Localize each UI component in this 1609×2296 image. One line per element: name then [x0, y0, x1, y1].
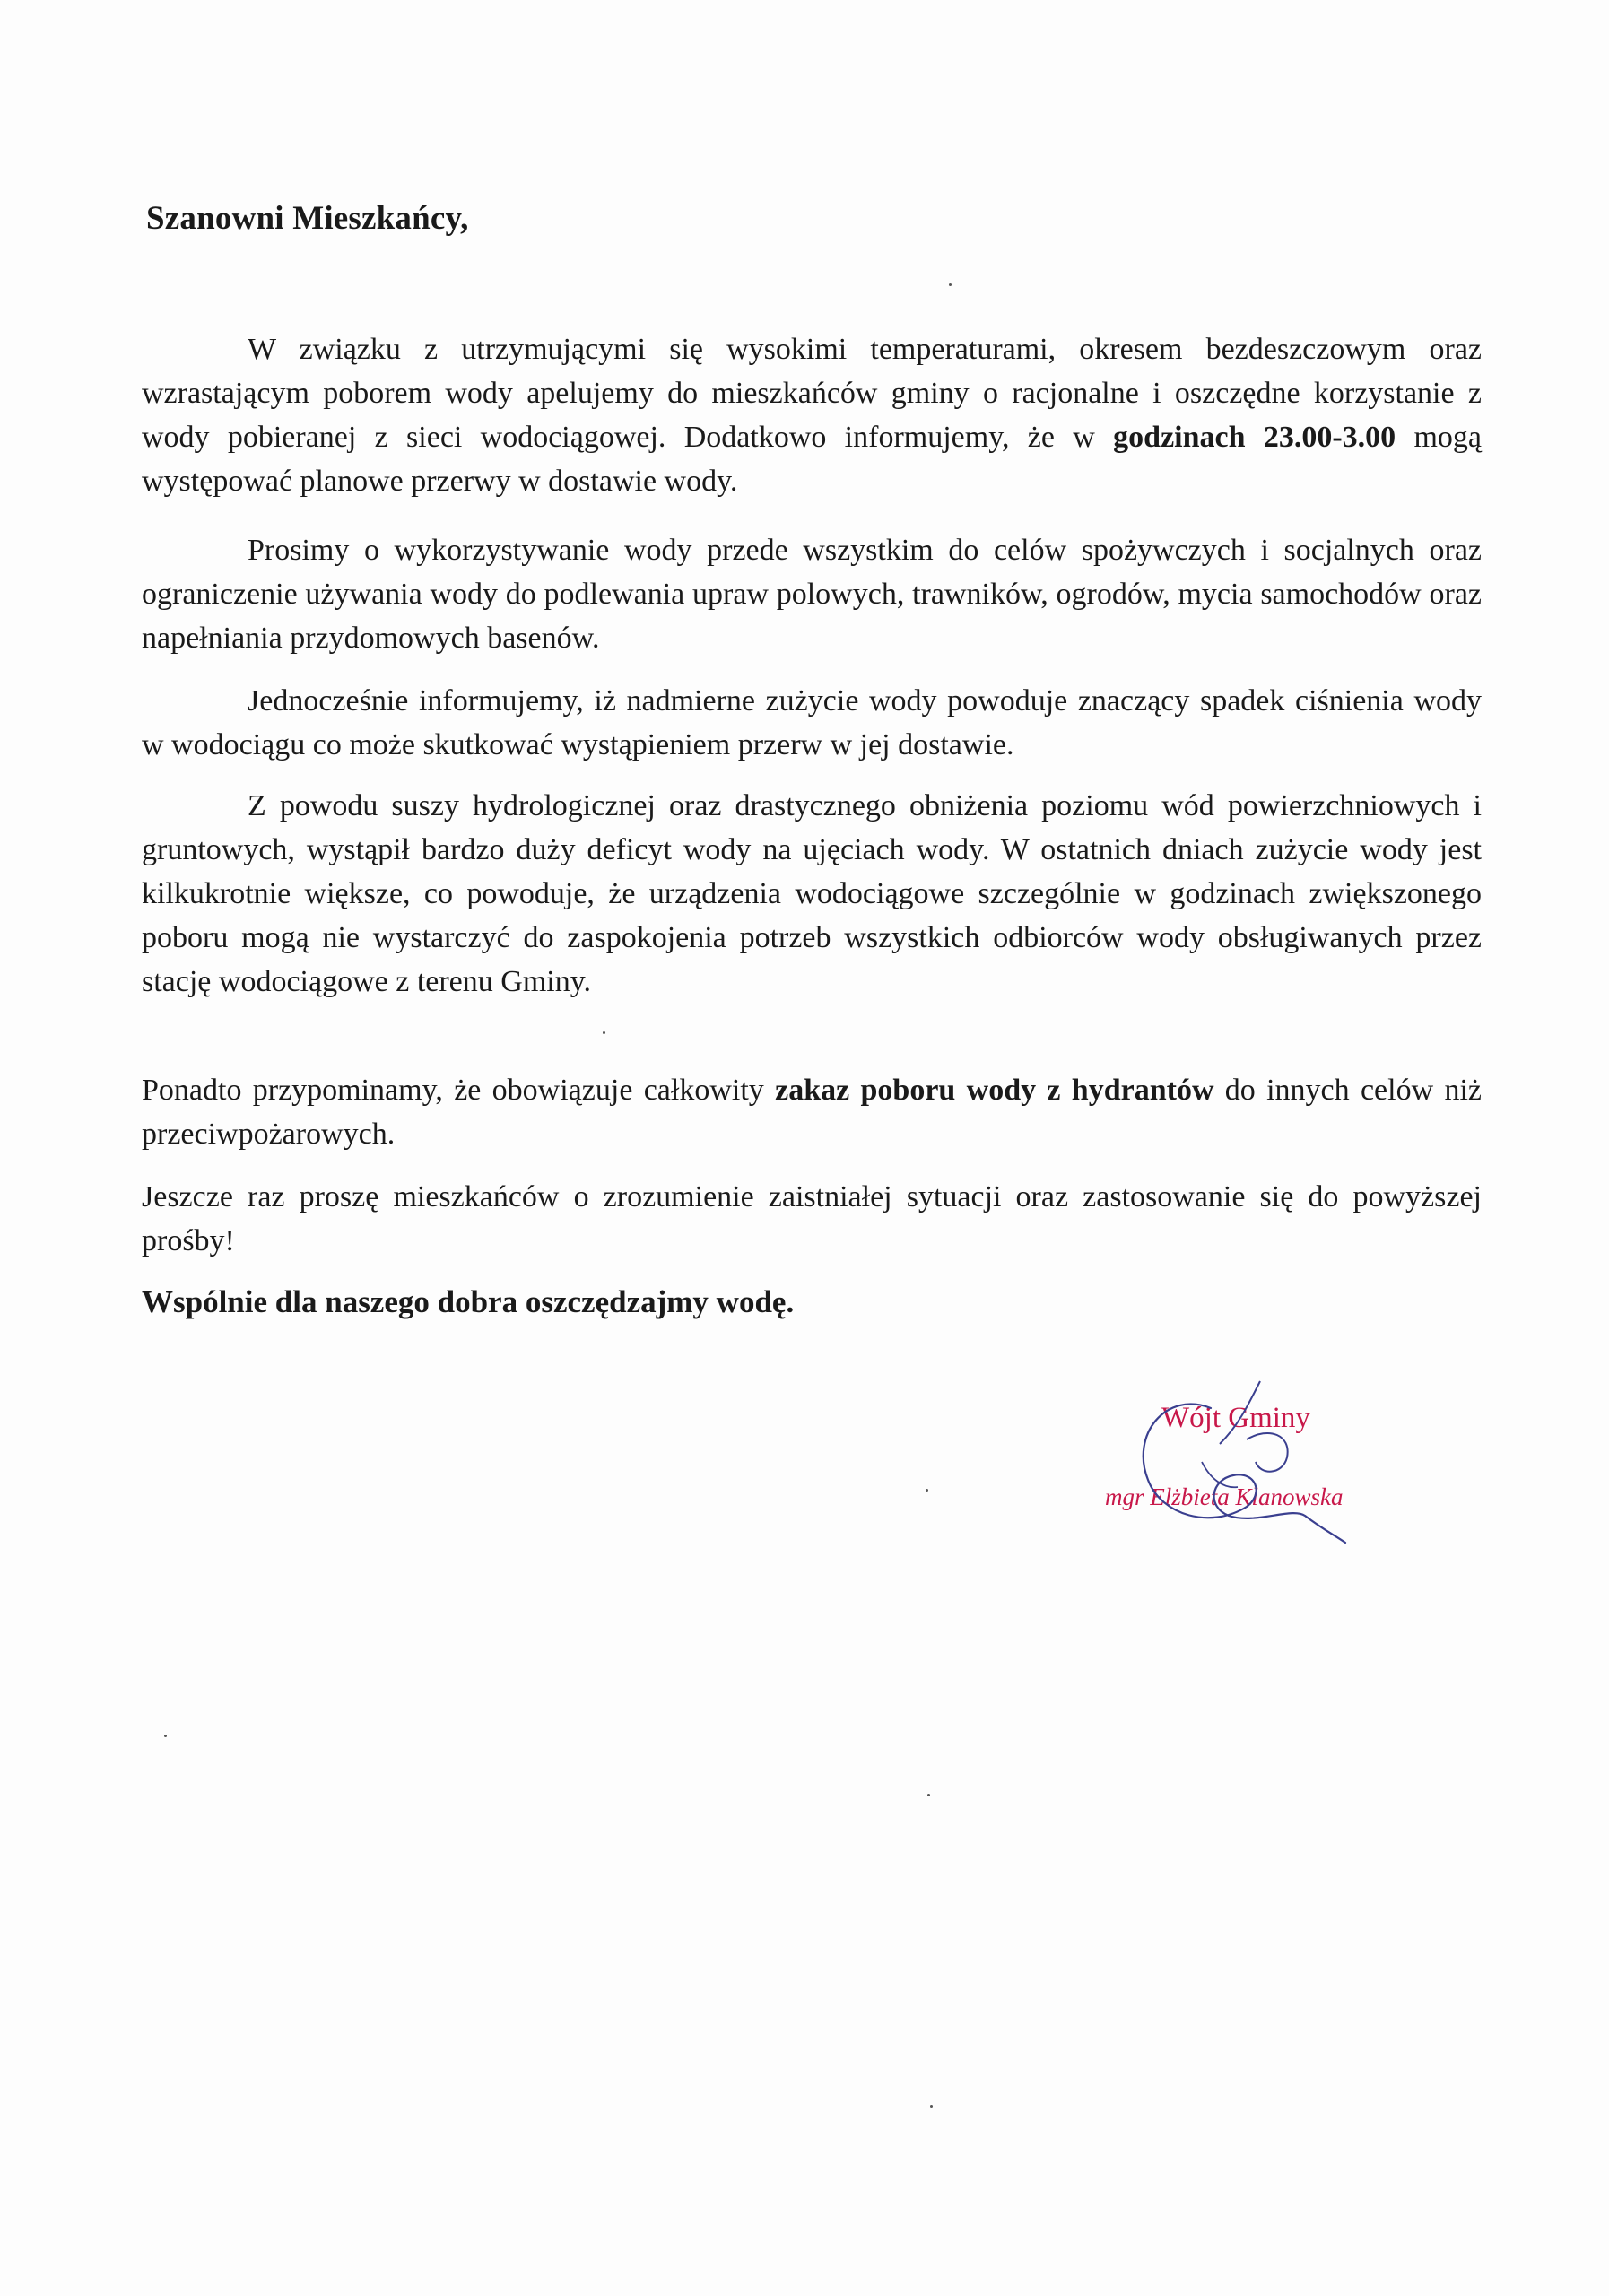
handwritten-signature: [1112, 1372, 1363, 1552]
paragraph-drought-info: Z powodu suszy hydrologicznej oraz drastycznego obniżenia poziomu wód powierzchniowych i gruntowych, wystąpił bardzo duży deficyt wody na ujęciach wody. W ostatnich dniach zużycie wody jest kilkukrotnie większe, co powoduje, że urządzenia wodociągowe szczególnie w godzinach zwiększonego poboru mogą nie wystarczyć do zaspokojenia potrzeb wszystkich odbiorców wody obsługiwanych przez stację wodociągowe z terenu Gminy.: [142, 789, 1482, 998]
scan-speck: [930, 2105, 933, 2108]
paragraph-final-request: Jeszcze raz proszę mieszkańców o zrozumienie zaistniałej sytuacji oraz zastosowanie się do powyższej prośby!: [142, 1180, 1482, 1257]
paragraph-text: do innych celów niż przeciwpożarowych.: [142, 1074, 1482, 1151]
greeting: Szanowni Mieszkańcy,: [146, 200, 469, 237]
paragraph-text: Ponadto przypominamy, że obowiązuje całkowity: [142, 1074, 776, 1107]
paragraph-bold-text: godzinach 23.00-3.00: [1113, 421, 1396, 454]
paragraph-text: mogą występować planowe przerwy w dostawie wody.: [142, 421, 1482, 498]
paragraph-hydrant-ban: [142, 1068, 1482, 1156]
scan-speck: [926, 1489, 928, 1492]
scan-speck: [603, 1031, 605, 1034]
paragraph-pressure-info: Jednocześnie informujemy, iż nadmierne zużycie wody powoduje znaczący spadek ciśnienia wody w wodociągu co może skutkować wystąpieniem przerw w jej dostawie.: [142, 684, 1482, 761]
closing-line: Wspólnie dla naszego dobra oszczędzajmy wodę.: [142, 1284, 795, 1319]
stamp-name: mgr Elżbieta Klanowska: [1105, 1483, 1344, 1510]
paragraph-bold-text: zakaz poboru wody z hydrantów: [775, 1074, 1214, 1107]
scan-speck: [927, 1794, 930, 1796]
paragraph-usage-request: Prosimy o wykorzystywanie wody przede wszystkim do celów spożywczych i socjalnych oraz ograniczenie używania wody do podlewania upraw polowych, trawników, ogrodów, mycia samochodów oraz napełniania przydomowych basenów.: [142, 534, 1482, 655]
paragraph-text: W związku z utrzymującymi się wysokimi temperaturami, okresem bezdeszczowym oraz wzrastającym poborem wody apelujemy do mieszkańców gminy o racjonalne i oszczędne korzystanie z wody pobieranej z sieci wodociągowej. Dodatkowo informujemy, że w: [142, 333, 1482, 454]
scan-speck: [164, 1735, 167, 1737]
paragraph-heat-appeal: [142, 327, 1482, 503]
stamp-title: Wójt Gminy: [1161, 1402, 1310, 1434]
scan-speck: [949, 283, 952, 286]
